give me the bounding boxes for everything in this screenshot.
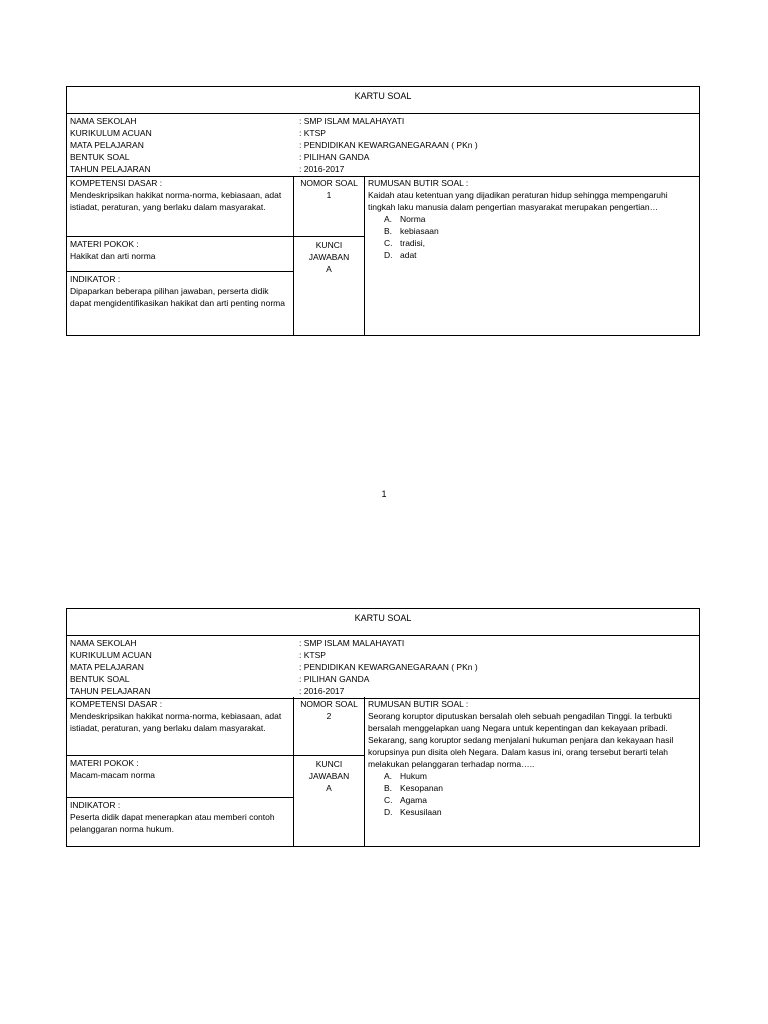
kunci-value: A [326,783,332,793]
option-text: adat [400,250,417,260]
label-kurikulum: KURIKULUM ACUAN [70,128,152,138]
page-number: 1 [381,489,387,499]
value-bentuk-soal: : PILIHAN GANDA [299,152,370,162]
kunci-value: A [326,264,332,274]
value-tahun-pelajaran: : 2016-2017 [299,164,345,174]
kunci-jawaban-cell [294,756,364,846]
jawaban-label: JAWABAN [308,252,350,262]
left-column [67,176,294,335]
middle-column [294,697,365,846]
rumusan-butir-soal-cell [365,697,699,846]
answer-options [368,213,696,261]
nomor-value: 2 [326,711,332,721]
kunci-jawaban-cell [294,237,364,335]
option-text: Norma [400,214,426,224]
rumusan-label: RUMUSAN BUTIR SOAL : [368,178,469,188]
value-mata-pelajaran: : PENDIDIKAN KEWARGANEGARAAN ( PKn ) [299,140,478,150]
kompetensi-label: KOMPETENSI DASAR : [70,699,163,709]
kompetensi-dasar-cell [67,176,293,237]
value-mata-pelajaran: : PENDIDIKAN KEWARGANEGARAAN ( PKn ) [299,662,478,672]
option-d [384,249,696,261]
option-text: Kesusilaan [400,807,442,817]
label-nama-sekolah: NAMA SEKOLAH [70,116,137,126]
identity-block [67,114,699,177]
option-text: tradisi, [400,238,426,248]
rumusan-label: RUMUSAN BUTIR SOAL : [368,699,469,709]
option-letter: A. [384,771,393,781]
option-b [384,782,696,794]
kartu-soal-card [66,86,700,336]
materi-label: MATERI POKOK : [70,758,139,768]
indikator-label: INDIKATOR : [70,274,121,284]
kompetensi-text: Mendeskripsikan hakikat norma-norma, kebiasaan, adat istiadat, peraturan, yang berlaku dalam masyarakat. [70,190,282,212]
option-text: Hukum [400,771,427,781]
materi-pokok-cell [67,237,293,272]
kompetensi-label: KOMPETENSI DASAR : [70,178,163,188]
materi-text: Hakikat dan arti norma [70,251,156,261]
option-letter: C. [384,795,393,805]
materi-label: MATERI POKOK : [70,239,139,249]
label-bentuk-soal: BENTUK SOAL [70,152,130,162]
indikator-text: Peserta didik dapat menerapkan atau memberi contoh pelanggaran norma hukum. [70,812,275,834]
label-mata-pelajaran: MATA PELAJARAN [70,662,144,672]
nomor-label: NOMOR SOAL [300,178,358,188]
rumusan-text: Kaidah atau ketentuan yang dijadikan peraturan hidup sehingga mempengaruhi tingkah laku manusia dalam pengertian masyarakat merupakan pengertian… [368,190,668,212]
rumusan-butir-soal-cell [365,176,699,335]
value-nama-sekolah: : SMP ISLAM MALAHAYATI [299,116,405,126]
value-kurikulum: : KTSP [299,128,326,138]
option-c [384,237,696,249]
identity-labels [67,636,296,698]
card-title: KARTU SOAL [67,609,699,636]
option-c [384,794,696,806]
card-title: KARTU SOAL [67,87,699,114]
option-b [384,225,696,237]
nomor-label: NOMOR SOAL [300,699,358,709]
option-d [384,806,696,818]
label-mata-pelajaran: MATA PELAJARAN [70,140,144,150]
option-letter: B. [384,226,393,236]
label-bentuk-soal: BENTUK SOAL [70,674,130,684]
option-a [384,770,696,782]
value-bentuk-soal: : PILIHAN GANDA [299,674,370,684]
nomor-soal-cell [294,697,364,756]
kartu-soal-card [66,608,700,847]
label-tahun-pelajaran: TAHUN PELAJARAN [70,686,151,696]
option-letter: B. [384,783,393,793]
indikator-cell [67,798,293,846]
option-a [384,213,696,225]
option-text: kebiasaan [400,226,439,236]
indikator-label: INDIKATOR : [70,800,121,810]
label-kurikulum: KURIKULUM ACUAN [70,650,152,660]
jawaban-label: JAWABAN [308,771,350,781]
kompetensi-text: Mendeskripsikan hakikat norma-norma, kebiasaan, adat istiadat, peraturan, yang berlaku dalam masyarakat. [70,711,282,733]
answer-options [368,770,696,818]
identity-labels [67,114,296,176]
nomor-value: 1 [326,190,332,200]
card-body [67,176,699,335]
option-letter: D. [384,807,393,817]
identity-block [67,636,699,699]
label-tahun-pelajaran: TAHUN PELAJARAN [70,164,151,174]
option-text: Kesopanan [400,783,444,793]
identity-values [296,636,699,698]
rumusan-text: Seorang koruptor diputuskan bersalah oleh sebuah pengadilan Tinggi. Ia terbukti bersalah menggelapkan uang Negara untuk kepentingan dan kekayaan pribadi. Sekarang, sang koruptor sedang menjalani hukuman penjara dan kekayaan hasil korupsinya pun disita oleh Negara. Dalam kasus ini, orang tersebut berarti telah melakukan pelanggaran terhadap norma….. [368,711,674,769]
value-tahun-pelajaran: : 2016-2017 [299,686,345,696]
kunci-label: KUNCI [315,759,343,769]
kunci-label: KUNCI [315,240,343,250]
materi-text: Macam-macam norma [70,770,156,780]
indikator-cell [67,272,293,335]
value-kurikulum: : KTSP [299,650,326,660]
option-letter: C. [384,238,393,248]
indikator-text: Dipaparkan beberapa pilihan jawaban, perserta didik dapat mengidentifikasikan hakikat dan arti penting norma [70,286,285,308]
option-letter: D. [384,250,393,260]
option-letter: A. [384,214,393,224]
label-nama-sekolah: NAMA SEKOLAH [70,638,137,648]
value-nama-sekolah: : SMP ISLAM MALAHAYATI [299,638,405,648]
middle-column [294,176,365,335]
card-body [67,697,699,846]
nomor-soal-cell [294,176,364,237]
identity-values [296,114,699,176]
kompetensi-dasar-cell [67,697,293,756]
left-column [67,697,294,846]
materi-pokok-cell [67,756,293,798]
option-text: Agama [400,795,427,805]
